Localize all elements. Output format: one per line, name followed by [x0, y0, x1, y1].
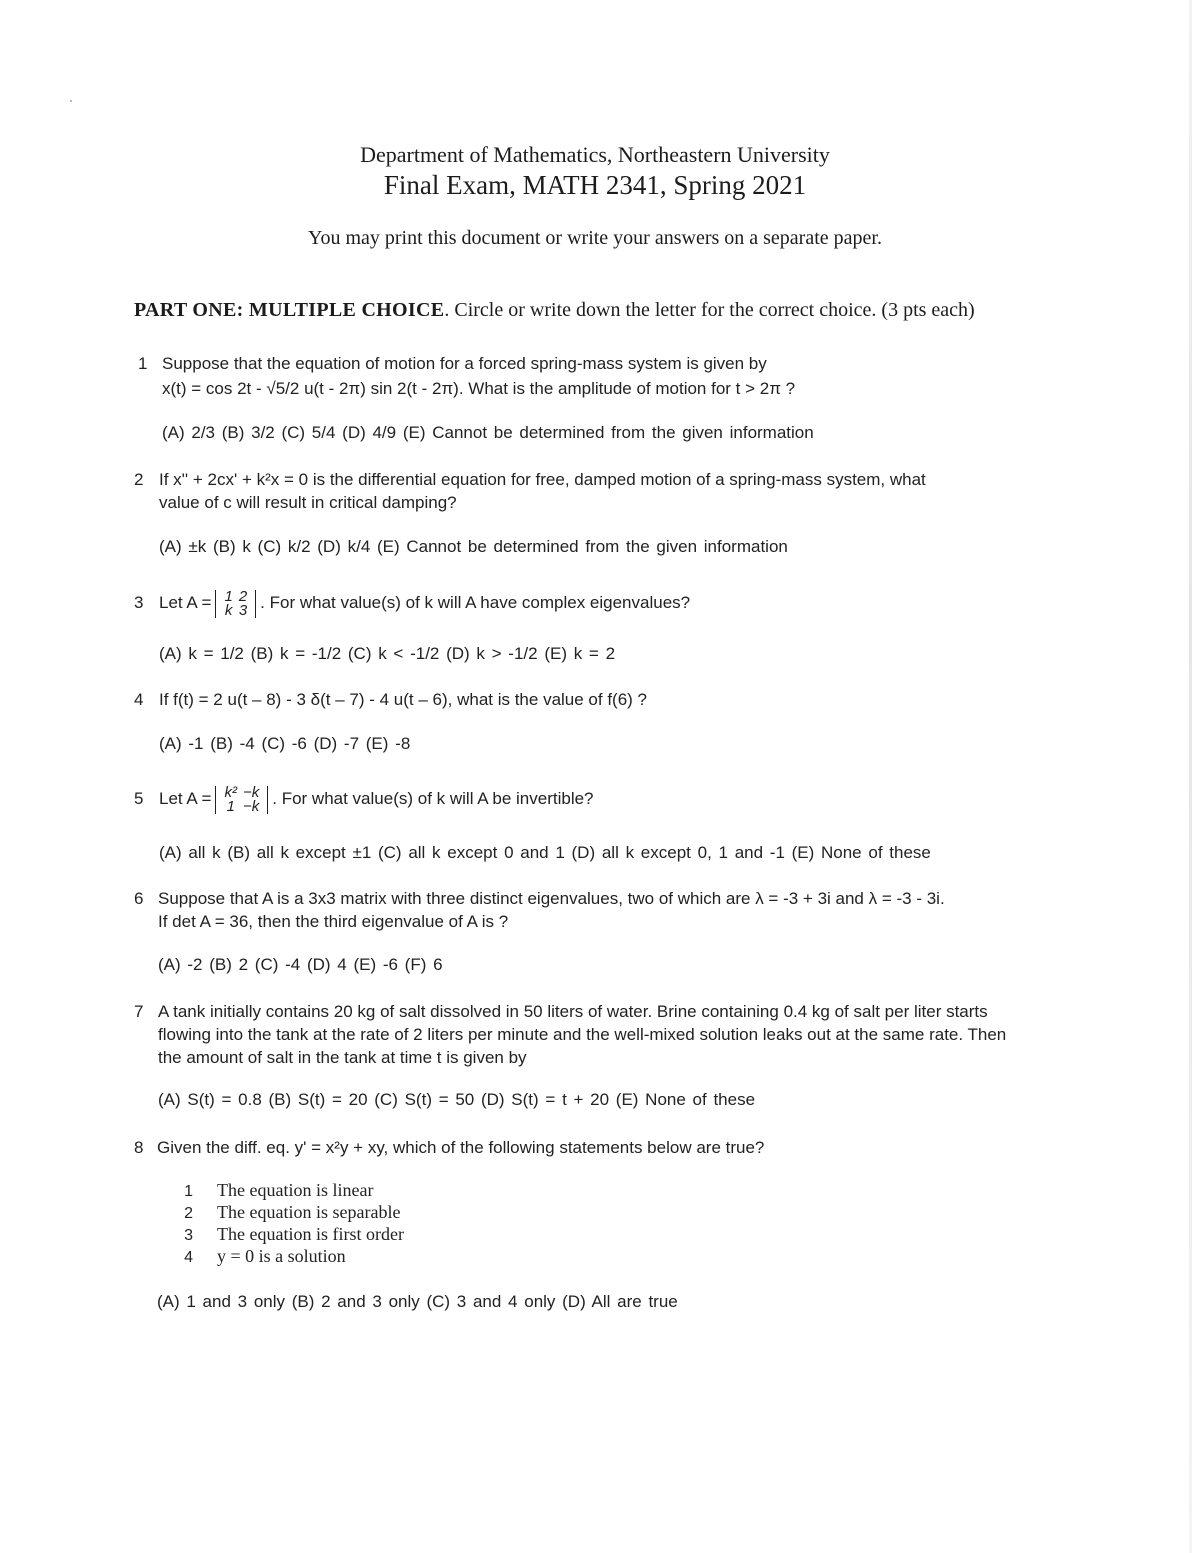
part-one-label: PART ONE: MULTIPLE CHOICE — [134, 299, 445, 321]
question-number: 6 — [134, 889, 144, 908]
question-text-line: If det A = 36, then the third eigenvalue of A is ? — [158, 912, 509, 931]
answer-options: (A) 1 and 3 only (B) 2 and 3 only (C) 3 and 4 only (D) All are true — [157, 1292, 678, 1311]
question-prefix: Let A = — [159, 789, 212, 808]
question-number: 5 — [134, 789, 144, 808]
question-number: 1 — [138, 354, 148, 373]
matrix-cell: −k — [242, 797, 260, 815]
question-suffix: . For what value(s) of k will A have complex eigenvalues? — [260, 593, 691, 612]
statement-number: 4 — [184, 1249, 193, 1266]
question-number: 2 — [134, 470, 144, 489]
department-title: Department of Mathematics, Northeastern University — [360, 142, 830, 167]
statement-text: The equation is linear — [217, 1180, 374, 1200]
statement-2 — [157, 1202, 400, 1223]
scan-mark — [70, 100, 72, 102]
question-number: 8 — [134, 1138, 144, 1157]
part-one-instructions: . Circle or write down the letter for the correct choice. (3 pts each) — [444, 299, 975, 321]
statement-1 — [157, 1180, 373, 1201]
question-number: 3 — [134, 593, 144, 612]
statement-3 — [157, 1224, 404, 1245]
answer-options: (A) S(t) = 0.8 (B) S(t) = 20 (C) S(t) = 50 (D) S(t) = t + 20 (E) None of these — [158, 1090, 756, 1109]
answer-options: (A) -1 (B) -4 (C) -6 (D) -7 (E) -8 — [159, 734, 411, 753]
answer-options: (A) all k (B) all k except ±1 (C) all k except 0 and 1 (D) all k except 0, 1 and -1 (E) None of these — [159, 843, 931, 862]
answer-options: (A) ±k (B) k (C) k/2 (D) k/4 (E) Cannot be determined from the given information — [159, 537, 788, 556]
matrix-a — [215, 587, 256, 619]
statement-number: 2 — [184, 1205, 193, 1222]
statement-number: 3 — [184, 1227, 193, 1244]
question-5 — [134, 784, 594, 814]
statement-text: The equation is first order — [217, 1224, 404, 1244]
matrix-cell: 3 — [238, 601, 248, 619]
question-text-line: Suppose that the equation of motion for a forced spring-mass system is given by — [162, 354, 767, 373]
statement-text: y = 0 is a solution — [217, 1246, 346, 1266]
print-note: You may print this document or write your answers on a separate paper. — [308, 227, 882, 249]
matrix-cell: 1 — [224, 587, 233, 605]
answer-options: (A) -2 (B) 2 (C) -4 (D) 4 (E) -6 (F) 6 — [158, 955, 443, 974]
answer-options: (A) 2/3 (B) 3/2 (C) 5/4 (D) 4/9 (E) Cannot be determined from the given information — [162, 423, 814, 442]
matrix-cell: k — [224, 601, 233, 619]
question-text-line: If x'' + 2cx' + k²x = 0 is the differential equation for free, damped motion of a spring-mass system, what — [159, 470, 926, 489]
question-number: 7 — [134, 1002, 144, 1021]
question-text-line: value of c will result in critical damping? — [159, 493, 457, 512]
question-text-line: the amount of salt in the tank at time t is given by — [158, 1048, 527, 1067]
matrix-cell: 1 — [226, 797, 235, 815]
matrix-a — [215, 783, 268, 815]
question-3 — [134, 588, 690, 618]
statement-text: The equation is separable — [217, 1202, 401, 1222]
question-prefix: Let A = — [159, 593, 212, 612]
matrix-cell: −k — [242, 783, 260, 801]
matrix-cell: k² — [224, 783, 237, 801]
part-one-heading — [134, 299, 975, 322]
question-number: 4 — [134, 690, 144, 709]
question-suffix: . For what value(s) of k will A be invertible? — [272, 789, 594, 808]
answer-options: (A) k = 1/2 (B) k = -1/2 (C) k < -1/2 (D) k > -1/2 (E) k = 2 — [159, 644, 616, 663]
question-text-line: flowing into the tank at the rate of 2 liters per minute and the well-mixed solution leaks out at the same rate. Then — [158, 1025, 1007, 1044]
question-text-line: x(t) = cos 2t - √5/2 u(t - 2π) sin 2(t - 2π). What is the amplitude of motion for t > 2π ? — [162, 379, 796, 398]
question-text-line: Given the diff. eq. y' = x²y + xy, which of the following statements below are true? — [157, 1138, 765, 1157]
matrix-cell: 2 — [238, 587, 248, 605]
statement-4 — [157, 1246, 346, 1267]
question-text-line: If f(t) = 2 u(t – 8) - 3 δ(t – 7) - 4 u(t – 6), what is the value of f(6) ? — [159, 690, 648, 709]
question-text-line: Suppose that A is a 3x3 matrix with three distinct eigenvalues, two of which are λ = -3 + 3i and λ = -3 - 3i. — [158, 889, 945, 908]
question-text-line: A tank initially contains 20 kg of salt dissolved in 50 liters of water. Brine containing 0.4 kg of salt per liter starts — [158, 1002, 988, 1021]
statement-number: 1 — [184, 1183, 193, 1200]
exam-title: Final Exam, MATH 2341, Spring 2021 — [383, 170, 807, 200]
